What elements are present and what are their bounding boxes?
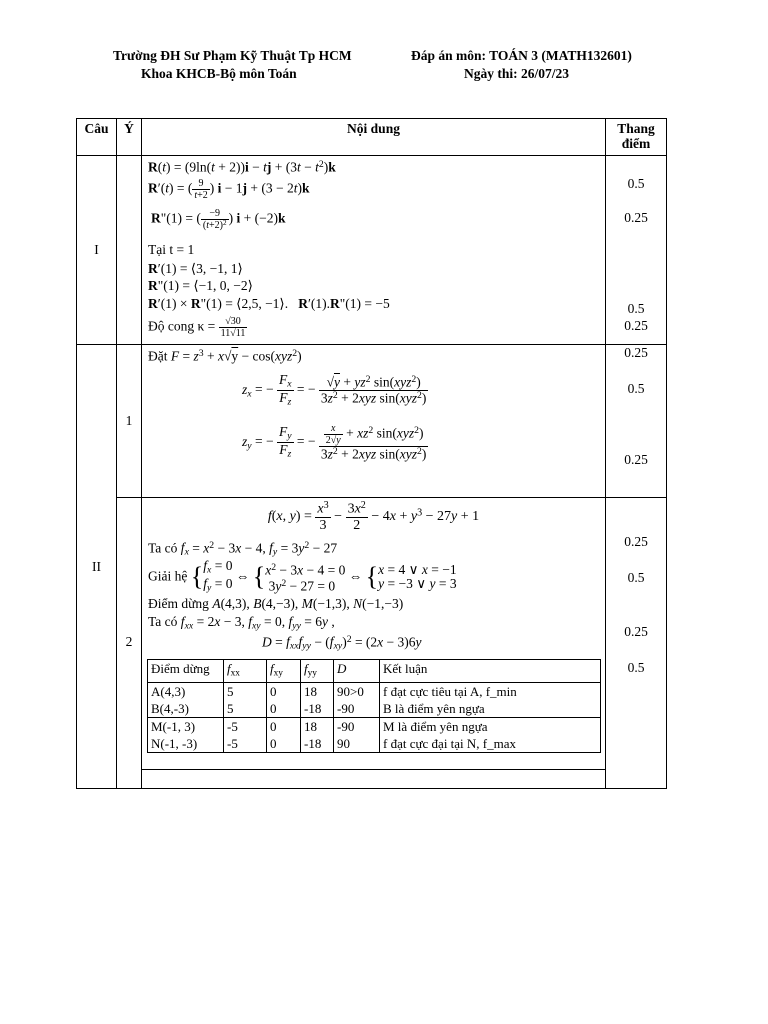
- score: 0.5: [627, 570, 645, 585]
- table-header-row: [77, 119, 667, 156]
- score: 0.5: [627, 660, 645, 675]
- col-header-cau: Câu: [77, 119, 117, 156]
- col-header-content: Nội dung: [142, 119, 606, 156]
- question-2-part-1-content: [142, 345, 606, 498]
- score: 0.5: [627, 381, 645, 396]
- part-1-label: 1: [117, 345, 142, 498]
- question-2-label: II: [77, 345, 117, 789]
- curvature: Độ cong κ = $\frac{√30}{11√11}$: [148, 316, 246, 339]
- cell: 0: [267, 735, 301, 753]
- col-header-point: Điểm dừng: [148, 660, 224, 683]
- question-1-part-cell: [117, 156, 142, 345]
- col-header-fyy: $f_{yy}$: [301, 660, 334, 683]
- score: 0.25: [624, 318, 648, 333]
- cell: f đạt cực tiêu tại A, f_min: [380, 683, 601, 701]
- cell: B là điểm yên ngựa: [380, 700, 601, 718]
- score: 0.25: [624, 210, 648, 225]
- cell: 5: [224, 683, 267, 701]
- table-row: [148, 700, 601, 718]
- table-row: [148, 683, 601, 701]
- cell: B(4,-3): [148, 700, 224, 718]
- cross-dot-products: R′(1) × R"(1) = ⟨2,5, −1⟩. R′(1).R"(1) = −5: [148, 296, 390, 311]
- partial-derivatives: Ta có $f_x = x^2 - 3x - 4$, $f_y = 3y^2 - 27$: [148, 540, 338, 558]
- cell: 90>0: [334, 683, 380, 701]
- cell: -90: [334, 700, 380, 718]
- score: 0.25: [624, 452, 648, 467]
- cell: 90: [334, 735, 380, 753]
- part-2-label: [117, 498, 142, 789]
- zy-formula: $z_y$ = − $\frac{F_y}{F_z}$ = − $\frac{x}{2√y}$ + $xz^2$ sin(xyz$^2$) $3z^2 + 2xyz$ sin(xyz$^2$): [242, 423, 427, 462]
- cell: 18: [301, 718, 334, 736]
- r-prime-at-1: R′(1) = ⟨3, −1, 1⟩: [148, 261, 243, 276]
- col-header-d: D: [334, 660, 380, 683]
- discriminant-d: $D = f_{xx}f_{yy} - (f_{xy})^2 = (2x - 3)6y$: [262, 634, 422, 652]
- question-2-part-2-scores: [606, 498, 667, 789]
- col-header-y: Ý: [117, 119, 142, 156]
- formula-r-prime: R′(t) = ( $\frac{9}{t+2}$ ) i − 1j + (3 − 2t)k: [148, 178, 310, 201]
- question-1-label: I: [77, 156, 117, 345]
- cell: M(-1, 3): [151, 719, 196, 735]
- col-header-conclusion: Kết luận: [380, 660, 601, 683]
- cell: M là điểm yên ngựa: [380, 718, 601, 736]
- table-row: [148, 718, 601, 736]
- formula-r-double-prime: R"(1) = ( $\frac{-9}{(t+2)^2}$ ) i + (−2)k: [151, 208, 286, 232]
- cell: N(-1, -3): [151, 736, 198, 752]
- cell: 0: [267, 718, 301, 736]
- question-1-content: [142, 156, 606, 345]
- score: 0.25: [624, 345, 648, 360]
- faculty-name: Khoa KHCB-Bộ môn Toán: [141, 66, 297, 81]
- stationary-points-table: [147, 659, 601, 753]
- function-f: f(x, y) = $\frac{x^3}{3}$ − $\frac{3x^2}{2}$ − $4x + y^3 - 27y + 1$: [267, 500, 480, 533]
- table-header-row: [148, 660, 601, 683]
- exam-date: Ngày thi: 26/07/23: [464, 66, 570, 81]
- zx-formula: $z_x$ = − $\frac{F_x}{F_z}$ = − $\frac{√y + yz^2 \sin(xyz^2)}{3z^2 + 2xyz \sin(xyz^2)}$: [242, 372, 427, 408]
- solve-system: Giải hệ {$f_x = 0$ $f_y = 0$ ⇔ {$x^2 - 3x - 4 = 0$ $3y^2 - 27 = 0$ ⇔ {x = 4 ∨ x = −1 y = −3 ∨ y = 3: [148, 558, 457, 594]
- score: 0.5: [627, 176, 645, 191]
- formula-r: R(t) = (9ln(t + 2))i − tj + $(3t - t^2)k$: [148, 159, 336, 175]
- table-row: [148, 735, 601, 753]
- cell: A(4,3): [151, 684, 186, 700]
- cell: -18: [301, 700, 334, 718]
- subject-title: Đáp án môn: TOÁN 3 (MATH132601): [411, 48, 632, 63]
- stationary-points: Điểm dừng A(4,3), B(4,−3), M(−1,3), N(−1,−3): [148, 596, 404, 611]
- cell: -5: [224, 718, 267, 736]
- cell: 18: [301, 683, 334, 701]
- col-header-fxx: $f_{xx}$: [224, 660, 267, 683]
- cell: -18: [301, 735, 334, 753]
- cell: 5: [224, 700, 267, 718]
- score: 0.25: [624, 534, 648, 549]
- cell: f đạt cực đại tại N, f_max: [380, 735, 601, 753]
- bottom-divider: [142, 769, 605, 770]
- cell: -5: [224, 735, 267, 753]
- score: 0.25: [624, 624, 648, 639]
- define-f: Đặt $F = z^3 + x√y - \cos(xyz^2)$: [148, 348, 302, 364]
- r-double-prime-at-1: R"(1) = ⟨−1, 0, −2⟩: [148, 278, 253, 293]
- question-2-part-1-row: [77, 345, 667, 498]
- second-derivatives: Ta có $f_{xx} = 2x - 3$, $f_{xy} = 0$, $f_{yy} = 6y$ ,: [148, 614, 335, 632]
- question-2-part-1-scores: [606, 345, 667, 498]
- question-1-row: [77, 156, 667, 345]
- col-header-score: Thang điểm: [606, 119, 667, 156]
- score: 0.5: [627, 301, 645, 316]
- question-1-scores: [606, 156, 667, 345]
- answer-table: [76, 118, 667, 789]
- cell: 0: [267, 700, 301, 718]
- part-2-label-text: 2: [125, 634, 133, 649]
- at-t-equals-1: Tại t = 1: [148, 242, 195, 257]
- question-2-part-2-row: [77, 498, 667, 789]
- cell: 0: [267, 683, 301, 701]
- col-header-fxy: $f_{xy}$: [267, 660, 301, 683]
- school-name: Trường ĐH Sư Phạm Kỹ Thuật Tp HCM: [113, 48, 352, 63]
- cell: -90: [334, 718, 380, 736]
- question-2-part-2-content: [142, 498, 606, 789]
